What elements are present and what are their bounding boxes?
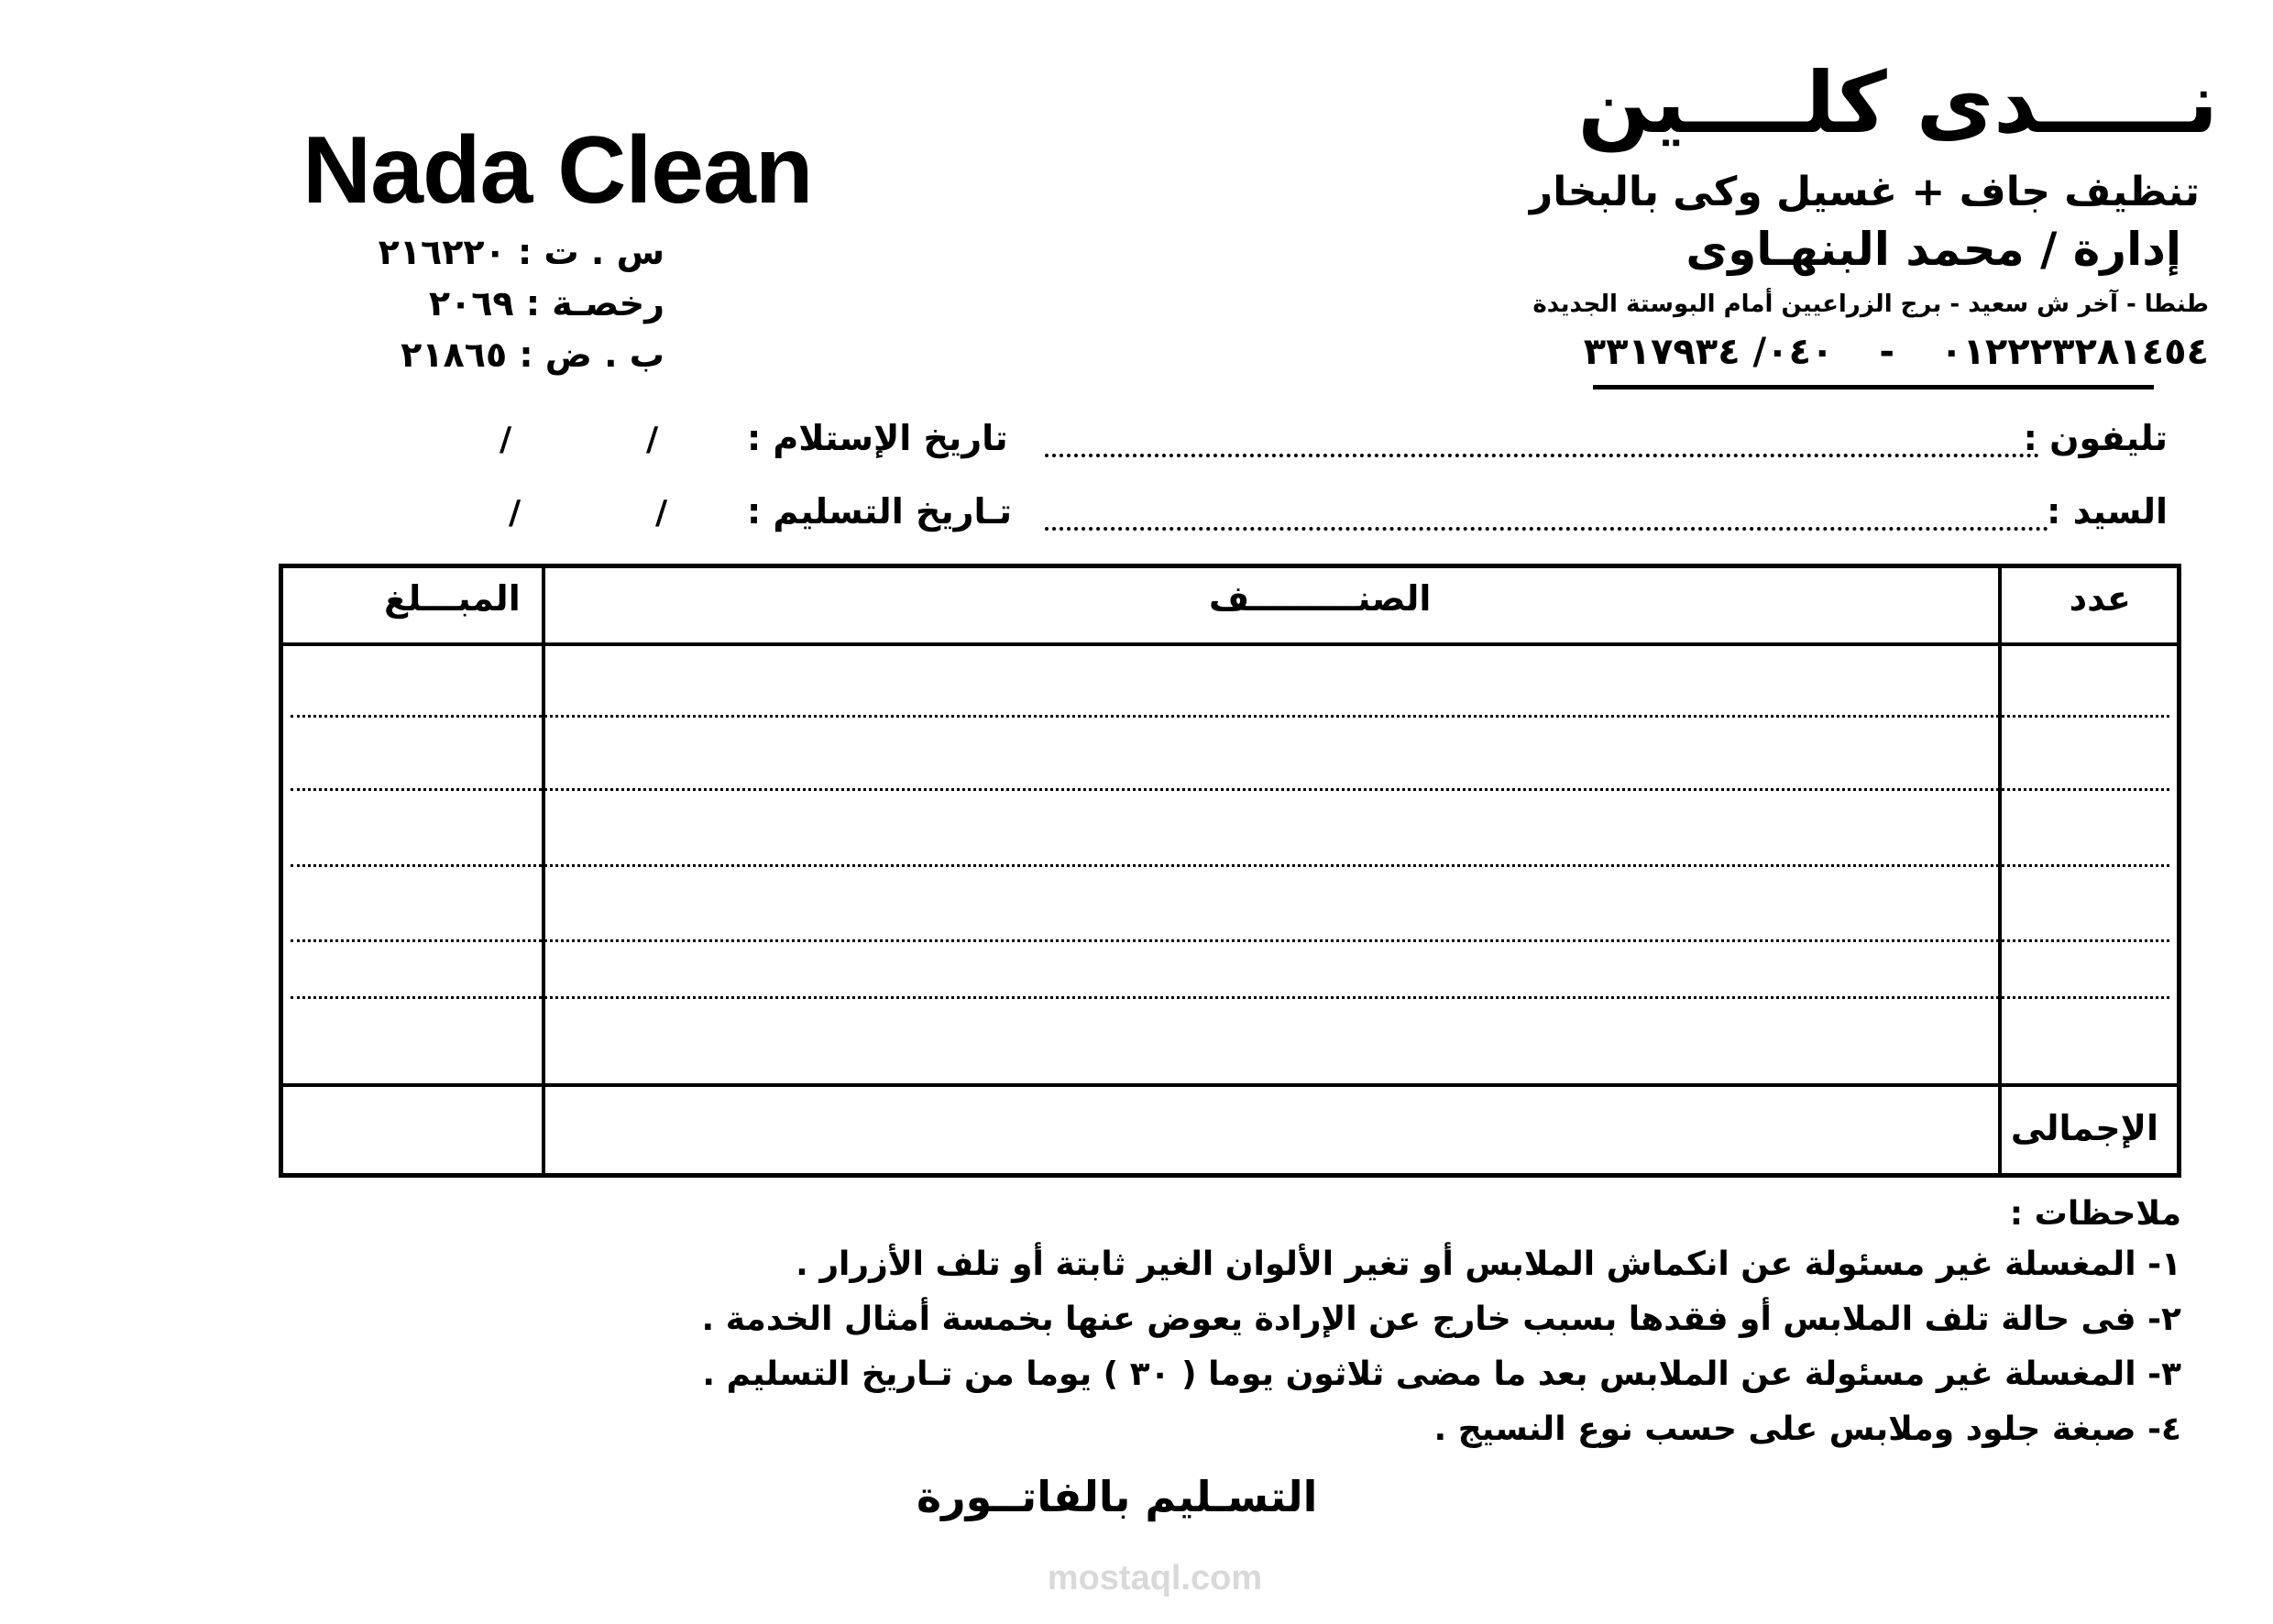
delivery-date-slash[interactable]: /: [655, 494, 668, 532]
items-table: [279, 564, 2181, 1178]
delivery-date-label: تـاريخ التسليم :: [747, 491, 1013, 532]
landline-phone: ٠٤٠/ ٣٣١٧٩٣٤: [1583, 331, 1834, 373]
mobile-phone: ٠١٢٢٢٣٢٨١٤٥٤: [1940, 331, 2209, 373]
table-row[interactable]: [291, 864, 2169, 867]
table-row[interactable]: [291, 715, 2169, 718]
column-divider: [542, 568, 545, 1173]
table-row[interactable]: [291, 788, 2169, 791]
phone-numbers: [1584, 330, 2209, 374]
address: طنطا - آخر ش سعيد - برج الزراعيين أمام البوستة الجديدة: [1532, 291, 2209, 318]
delivery-date-slash[interactable]: /: [509, 494, 522, 532]
brand-name-arabic: نـــــدى كلــــين: [1577, 54, 2218, 152]
table-row[interactable]: [291, 996, 2169, 999]
brand-name-english: Nada Clean: [302, 117, 813, 224]
phone-separator: -: [1879, 331, 1895, 373]
table-row[interactable]: [291, 939, 2169, 942]
footer-note: التسـليم بالفاتــورة: [917, 1472, 1318, 1521]
license-number: رخصـة : ٢٠٦٩: [428, 283, 664, 324]
manager-name: إدارة / محمد البنهـاوى: [1686, 223, 2181, 276]
note-item: ٢- فى حالة تلف الملابس أو فقدها بسبب خارج عن الإرادة يعوض عنها بخمسة أمثال الخدمة .: [701, 1300, 2181, 1338]
commercial-register: س . ت : ٢١٦٢٢٠: [378, 232, 664, 272]
receive-date-slash[interactable]: /: [646, 421, 659, 458]
header-row-divider: [283, 642, 2177, 646]
customer-label: السيد :: [2047, 491, 2168, 532]
customer-field[interactable]: [1045, 527, 2048, 531]
phone-label: تليفون :: [2023, 418, 2168, 458]
notes-title: ملاحظات :: [2009, 1195, 2181, 1233]
column-divider: [1998, 568, 2002, 1173]
header-amount: المبـــلغ: [384, 578, 521, 619]
watermark: mostaql.com: [1047, 1559, 1263, 1597]
tax-card: ب . ض : ٢١٨٦٥: [401, 335, 664, 375]
header-count: عدد: [2069, 578, 2131, 619]
note-item: ٣- المغسلة غير مسئولة عن الملابس بعد ما مضى ثلاثون يوما ( ٣٠ ) يوما من تـاريخ التسليم .: [702, 1355, 2181, 1393]
phone-field[interactable]: [1045, 454, 2039, 457]
total-row-divider: [283, 1083, 2177, 1087]
note-item: ١- المغسلة غير مسئولة عن انكماش الملابس أو تغير الألوان الغير ثابتة أو تلف الأزرار .: [796, 1245, 2181, 1283]
tagline: تنظيف جاف + غسيل وكى بالبخار: [1529, 169, 2200, 215]
header-divider: [1593, 385, 2154, 390]
total-label: الإجمالى: [2010, 1108, 2158, 1148]
receive-date-slash[interactable]: /: [500, 421, 512, 458]
header-item: الصنـــــــــف: [1209, 578, 1432, 619]
note-item: ٤- صبغة جلود وملابس على حسب نوع النسيج .: [1433, 1410, 2181, 1448]
receive-date-label: تاريخ الإستلام :: [747, 418, 1008, 458]
